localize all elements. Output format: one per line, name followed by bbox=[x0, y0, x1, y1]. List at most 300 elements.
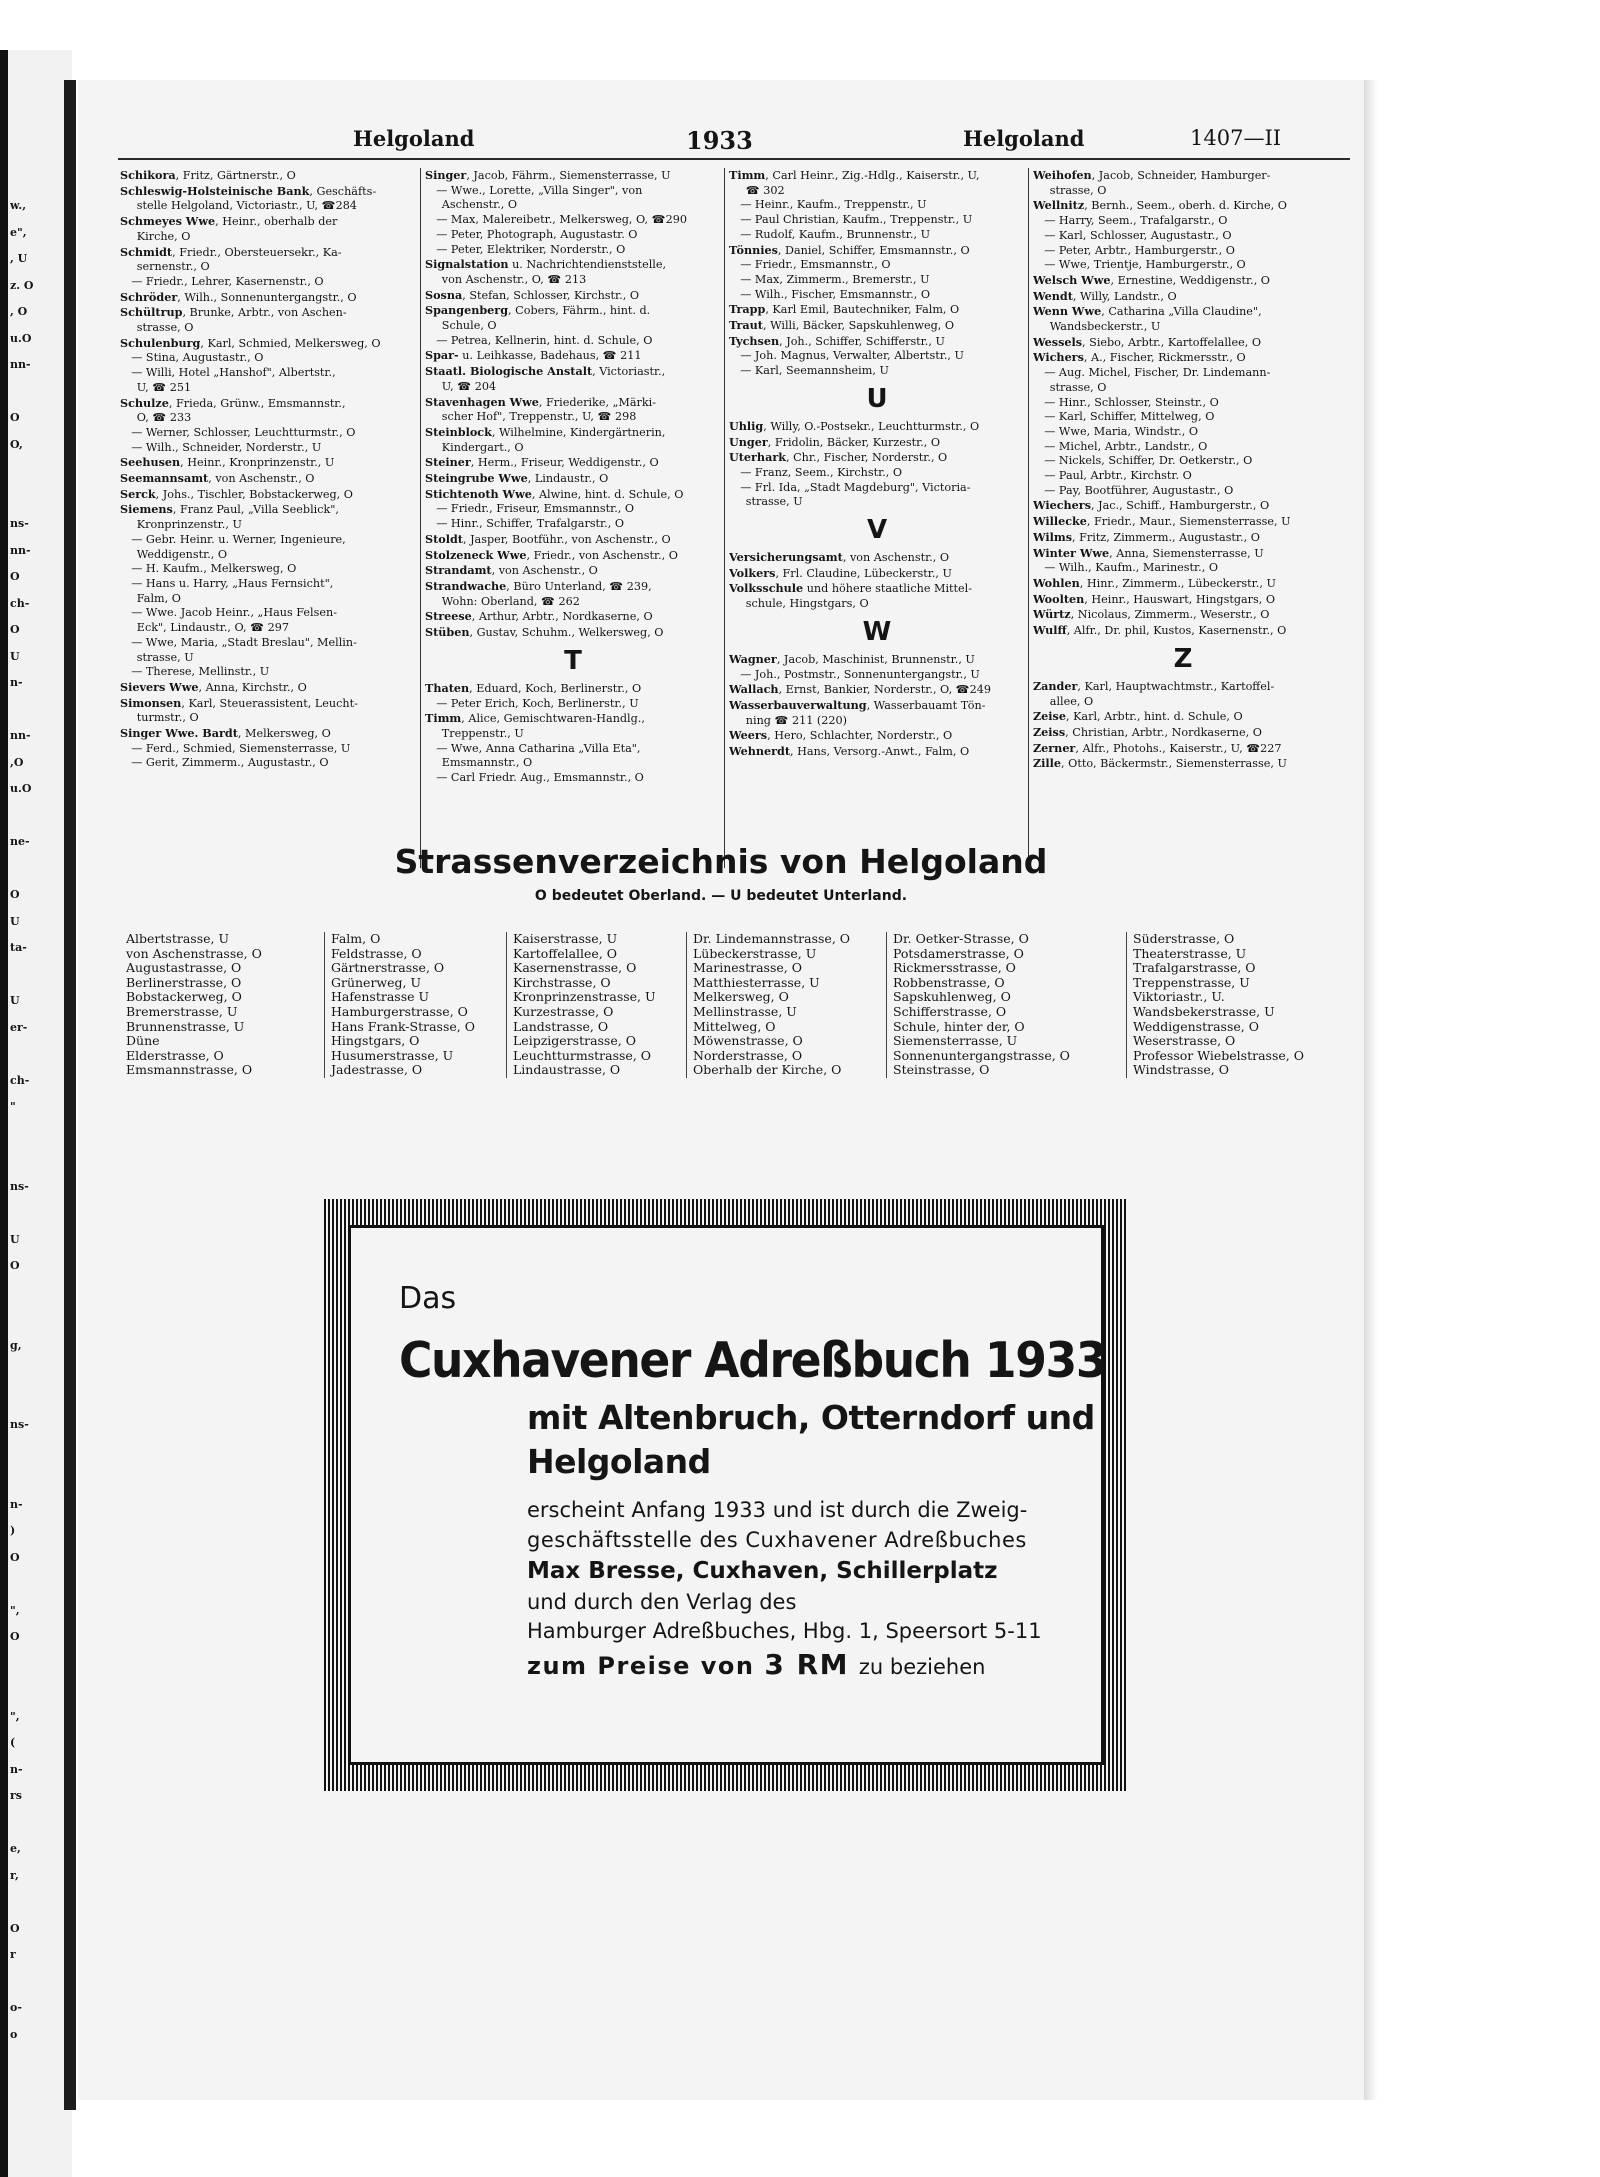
directory-entry: Schulze, Frieda, Grünw., Emsmannstr., bbox=[120, 395, 346, 410]
margin-fragment: g, bbox=[10, 1339, 22, 1352]
directory-entry: — H. Kaufm., Melkersweg, O bbox=[120, 562, 297, 576]
margin-fragment bbox=[10, 1154, 60, 1181]
street-name: Augustastrasse, O bbox=[126, 960, 242, 976]
directory-entry: — Wilh., Fischer, Emsmannstr., O bbox=[729, 287, 931, 301]
margin-fragment: ns- bbox=[10, 518, 29, 530]
directory-entry: — Karl, Seemannsheim, U bbox=[729, 364, 889, 378]
directory-entry: Treppenstr., U bbox=[425, 726, 524, 740]
margin-fragment: e", bbox=[10, 226, 27, 239]
directory-entry: Zeise, Karl, Arbtr., hint. d. Schule, O bbox=[1033, 709, 1243, 724]
directory-entry: Schleswig-Holsteinische Bank, Geschäfts- bbox=[120, 183, 377, 198]
directory-entry: ☎ 302 bbox=[729, 183, 785, 197]
directory-entry: — Michel, Arbtr., Landstr., O bbox=[1033, 439, 1208, 453]
street-name: Kasernenstrasse, O bbox=[513, 960, 637, 976]
directory-entry: Zille, Otto, Bäckermstr., Siemensterrasse, U bbox=[1033, 756, 1287, 771]
street-name: Emsmannstrasse, O bbox=[126, 1062, 253, 1078]
directory-entry: — Wwe, Trientje, Hamburgerstr., O bbox=[1033, 258, 1246, 272]
directory-entry: Weers, Hero, Schlachter, Norderstr., O bbox=[729, 728, 953, 743]
directory-entry: Stolzeneck Wwe, Friedr., von Aschenstr., O bbox=[425, 547, 678, 562]
margin-fragment: nn- bbox=[10, 544, 31, 557]
directory-entry: Wohn: Oberland, ☎ 262 bbox=[425, 594, 580, 608]
directory-entry: — Petrea, Kellnerin, hint. d. Schule, O bbox=[425, 333, 653, 347]
street-name: Weserstrasse, O bbox=[1133, 1033, 1236, 1049]
directory-entry: Tychsen, Joh., Schiffer, Schifferstr., U bbox=[729, 333, 945, 348]
directory-entry: Woolten, Heinr., Hauswart, Hingstgars, O bbox=[1033, 591, 1276, 606]
street-name: Lübeckerstrasse, U bbox=[693, 945, 817, 961]
margin-fragment: ", bbox=[10, 1710, 20, 1723]
directory-entry: Wendt, Willy, Landstr., O bbox=[1033, 288, 1177, 303]
street-name: Schule, hinter der, O bbox=[893, 1018, 1025, 1034]
directory-entry: Schulenburg, Karl, Schmied, Melkersweg, O bbox=[120, 335, 381, 350]
directory-entry: Wellnitz, Bernh., Seem., oberh. d. Kirche, O bbox=[1033, 198, 1287, 213]
directory-entry: Tönnies, Daniel, Schiffer, Emsmannstr., O bbox=[729, 242, 970, 257]
margin-fragment bbox=[10, 1684, 60, 1711]
directory-entry: — Paul, Arbtr., Kirchstr. O bbox=[1033, 469, 1192, 483]
directory-entry: Staatl. Biologische Anstalt, Victoriastr., bbox=[425, 364, 666, 379]
margin-fragment: U bbox=[10, 650, 20, 663]
directory-entry: Wessels, Siebo, Arbtr., Kartoffelallee, O bbox=[1033, 334, 1262, 349]
address-directory bbox=[120, 168, 1352, 868]
directory-entry: Sievers Wwe, Anna, Kirchstr., O bbox=[120, 679, 307, 694]
street-name: Oberhalb der Kirche, O bbox=[693, 1062, 842, 1078]
street-name: Wandsbekerstrasse, U bbox=[1133, 1003, 1275, 1019]
ad-contact: Max Bresse, Cuxhaven, Schillerplatz bbox=[527, 1558, 998, 1584]
section-letter: V bbox=[866, 515, 888, 546]
margin-fragment: ) bbox=[10, 1525, 16, 1537]
directory-entry: Willecke, Friedr., Maur., Siemensterrasse, U bbox=[1033, 514, 1291, 529]
margin-fragment bbox=[10, 1393, 60, 1420]
section-letter: Z bbox=[1173, 643, 1193, 674]
directory-entry: Seemannsamt, von Aschenstr., O bbox=[120, 471, 315, 486]
street-name: Steinstrasse, O bbox=[893, 1062, 990, 1078]
directory-entry: — Peter, Elektriker, Norderstr., O bbox=[425, 242, 626, 256]
directory-entry: Wehnerdt, Hans, Versorg.-Anwt., Falm, O bbox=[729, 744, 970, 759]
margin-fragment: , O bbox=[10, 306, 28, 318]
street-name: von Aschenstrasse, O bbox=[126, 945, 262, 961]
directory-entry: Wasserbauverwaltung, Wasserbauamt Tön- bbox=[729, 697, 986, 712]
directory-entry: — Wwe, Anna Catharina „Villa Eta", bbox=[425, 741, 641, 755]
margin-fragment bbox=[10, 386, 60, 413]
directory-entry: — Hans u. Harry, „Haus Fernsicht", bbox=[120, 576, 334, 590]
directory-entry: Kronprinzenstr., U bbox=[120, 518, 242, 532]
previous-page-fragments bbox=[10, 200, 60, 2055]
street-name: Elderstrasse, O bbox=[126, 1047, 224, 1063]
street-name: Norderstrasse, O bbox=[693, 1047, 803, 1063]
directory-entry: — Peter, Photograph, Augustastr. O bbox=[425, 227, 638, 241]
directory-entry: — Friedr., Lehrer, Kasernenstr., O bbox=[120, 274, 324, 288]
directory-entry: Versicherungsamt, von Aschenstr., O bbox=[729, 550, 950, 565]
directory-entry: Simonsen, Karl, Steuerassistent, Leucht- bbox=[120, 695, 358, 710]
directory-entry: — Harry, Seem., Trafalgarstr., O bbox=[1033, 214, 1228, 228]
directory-entry: turmstr., O bbox=[120, 711, 199, 725]
margin-fragment bbox=[10, 1287, 60, 1314]
directory-entry: Strandwache, Büro Unterland, ☎ 239, bbox=[425, 578, 652, 593]
margin-fragment bbox=[10, 1578, 60, 1605]
directory-entry: Strandamt, von Aschenstr., O bbox=[425, 563, 598, 578]
street-name: Potsdamerstrasse, O bbox=[893, 945, 1024, 961]
street-name: Hingstgars, O bbox=[331, 1033, 420, 1049]
directory-entry: — Carl Friedr. Aug., Emsmannstr., O bbox=[425, 771, 644, 785]
street-name: Mittelweg, O bbox=[693, 1018, 776, 1034]
margin-fragment: ne- bbox=[10, 836, 30, 848]
margin-fragment bbox=[10, 1896, 60, 1923]
street-name: Hafenstrasse U bbox=[331, 989, 430, 1005]
street-column-5 bbox=[886, 932, 1070, 1078]
margin-fragment: n- bbox=[10, 677, 23, 689]
margin-fragment: ta- bbox=[10, 942, 27, 954]
directory-entry: strasse, U bbox=[120, 650, 194, 664]
header-page-number: 1407—II bbox=[1190, 126, 1282, 150]
directory-entry: — Wwe., Lorette, „Villa Singer", von bbox=[425, 183, 643, 197]
margin-fragment: ns- bbox=[10, 1419, 29, 1431]
margin-fragment: " bbox=[10, 1101, 16, 1113]
directory-entry: — Max, Zimmerm., Bremerstr., U bbox=[729, 272, 930, 286]
directory-entry: — Pay, Bootführer, Augustastr., O bbox=[1033, 483, 1234, 497]
margin-fragment: u.O bbox=[10, 332, 32, 345]
margin-fragment: z. O bbox=[10, 279, 34, 292]
margin-fragment: O, bbox=[10, 438, 23, 451]
directory-entry: Timm, Alice, Gemischtwaren-Handlg., bbox=[425, 711, 645, 726]
directory-entry: Schmeyes Wwe, Heinr., oberhalb der bbox=[120, 214, 338, 229]
street-name: Jadestrasse, O bbox=[331, 1062, 423, 1078]
ad-body-line-1: erscheint Anfang 1933 und ist durch die Zweig- bbox=[527, 1498, 1028, 1522]
street-name: Kaiserstrasse, U bbox=[513, 931, 618, 946]
directory-entry: strasse, U bbox=[729, 495, 803, 509]
directory-entry: scher Hof", Treppenstr., U, ☎ 298 bbox=[425, 410, 637, 424]
directory-entry: — Stina, Augustastr., O bbox=[120, 351, 264, 365]
section-letter: U bbox=[866, 383, 888, 414]
margin-fragment: U bbox=[10, 995, 20, 1007]
street-name: Kirchstrasse, O bbox=[513, 974, 611, 990]
margin-fragment: O bbox=[10, 1631, 20, 1643]
directory-entry: strasse, O bbox=[1033, 380, 1107, 394]
street-name: Möwenstrasse, O bbox=[693, 1033, 803, 1049]
directory-entry: Weddigenstr., O bbox=[120, 547, 228, 561]
directory-column-3 bbox=[724, 168, 1025, 868]
directory-entry: Streese, Arthur, Arbtr., Nordkaserne, O bbox=[425, 609, 653, 624]
header-place-right: Helgoland bbox=[963, 126, 1085, 151]
margin-fragment bbox=[10, 969, 60, 996]
street-name: Hamburgerstrasse, O bbox=[331, 1003, 468, 1019]
directory-entry: sernenstr., O bbox=[120, 260, 210, 274]
margin-fragment: ,O bbox=[10, 756, 24, 769]
ad-body-line-4: Hamburger Adreßbuches, Hbg. 1, Speersort 5-11 bbox=[527, 1619, 1042, 1643]
street-name: Windstrasse, O bbox=[1133, 1062, 1229, 1078]
directory-entry: schule, Hingstgars, O bbox=[729, 597, 869, 611]
margin-fragment: O bbox=[10, 1260, 20, 1272]
street-name: Mellinstrasse, U bbox=[693, 1003, 797, 1019]
section-letter: T bbox=[564, 645, 582, 676]
street-name: Feldstrasse, O bbox=[331, 945, 422, 961]
directory-entry: Steinblock, Wilhelmine, Kindergärtnerin, bbox=[425, 424, 666, 439]
directory-entry: — Friedr., Friseur, Emsmannstr., O bbox=[425, 502, 635, 516]
directory-entry: Singer, Jacob, Fährm., Siemensterrasse, U bbox=[425, 168, 671, 182]
margin-fragment bbox=[10, 1366, 60, 1393]
street-name: Husumerstrasse, U bbox=[331, 1047, 454, 1063]
directory-entry: Aschenstr., O bbox=[425, 198, 518, 212]
directory-entry: Emsmannstr., O bbox=[425, 756, 533, 770]
margin-fragment: n- bbox=[10, 1763, 23, 1776]
directory-entry: Schule, O bbox=[425, 319, 497, 333]
street-name: Bremerstrasse, U bbox=[126, 1003, 238, 1019]
directory-entry: Winter Wwe, Anna, Siemensterrasse, U bbox=[1033, 545, 1264, 560]
street-index-title: Strassenverzeichnis von Helgoland bbox=[394, 842, 1048, 881]
margin-fragment bbox=[10, 1207, 60, 1234]
street-name: Grünerweg, U bbox=[331, 974, 422, 990]
street-name: Düne bbox=[126, 1033, 160, 1049]
margin-fragment: r, bbox=[10, 1869, 19, 1882]
margin-fragment: u.O bbox=[10, 783, 32, 795]
directory-entry: strasse, O bbox=[1033, 183, 1107, 197]
street-name: Dr. Lindemannstrasse, O bbox=[693, 931, 851, 946]
margin-fragment: ch- bbox=[10, 597, 30, 610]
directory-entry: Stoldt, Jasper, Bootführ., von Aschenstr., O bbox=[425, 531, 671, 546]
directory-entry: Würtz, Nicolaus, Zimmerm., Weserstr., O bbox=[1033, 607, 1270, 622]
margin-fragment: nn- bbox=[10, 359, 31, 371]
directory-entry: — Ferd., Schmied, Siemensterrasse, U bbox=[120, 741, 351, 755]
directory-entry: — Karl, Schlosser, Augustastr., O bbox=[1033, 228, 1232, 242]
margin-fragment: O bbox=[10, 889, 20, 901]
directory-entry: Siemens, Franz Paul, „Villa Seeblick", bbox=[120, 502, 339, 517]
street-name: Berlinerstrasse, O bbox=[126, 974, 242, 990]
directory-entry: Unger, Fridolin, Bäcker, Kurzestr., O bbox=[729, 434, 941, 449]
street-name: Viktoriastr., U. bbox=[1133, 989, 1225, 1005]
directory-entry: — Therese, Mellinstr., U bbox=[120, 665, 270, 679]
ad-body-line-2: geschäftsstelle des Cuxhavener Adreßbuches bbox=[527, 1528, 1027, 1552]
ad-price-suffix: zu beziehen bbox=[858, 1655, 986, 1679]
directory-entry: — Peter Erich, Koch, Berlinerstr., U bbox=[425, 696, 639, 710]
margin-fragment: n- bbox=[10, 1498, 23, 1511]
margin-fragment: O bbox=[10, 624, 20, 636]
directory-entry: — Joh., Postmstr., Sonnenuntergangstr., U bbox=[729, 667, 980, 681]
directory-entry: Trapp, Karl Emil, Bautechniker, Falm, O bbox=[729, 302, 960, 317]
directory-page bbox=[78, 80, 1364, 2100]
directory-entry: Uterhark, Chr., Fischer, Norderstr., O bbox=[729, 450, 948, 465]
margin-fragment: nn- bbox=[10, 730, 31, 742]
street-name: Rickmersstrasse, O bbox=[893, 960, 1016, 976]
street-name: Schifferstrasse, O bbox=[893, 1003, 1007, 1019]
street-name: Hans Frank-Strasse, O bbox=[331, 1018, 475, 1034]
directory-entry: Wandsbeckerstr., U bbox=[1033, 320, 1161, 334]
directory-entry: — Wilh., Schneider, Norderstr., U bbox=[120, 440, 322, 454]
directory-entry: Volksschule und höhere staatliche Mittel- bbox=[729, 581, 973, 596]
street-name: Treppenstrasse, U bbox=[1133, 974, 1250, 990]
margin-fragment bbox=[10, 1817, 60, 1844]
previous-page-edge bbox=[0, 50, 72, 2177]
margin-fragment bbox=[10, 1658, 60, 1685]
directory-entry: Spar- u. Leihkasse, Badehaus, ☎ 211 bbox=[425, 348, 642, 363]
street-name: Lindaustrasse, O bbox=[513, 1062, 621, 1078]
page-gutter-shadow bbox=[64, 80, 76, 2110]
directory-entry: — Wwe, Maria, „Stadt Breslau", Mellin- bbox=[120, 635, 357, 649]
margin-fragment: ns- bbox=[10, 1180, 29, 1193]
street-name: Professor Wiebelstrasse, O bbox=[1133, 1047, 1304, 1063]
margin-fragment bbox=[10, 1472, 60, 1499]
advertisement-frame bbox=[324, 1199, 1128, 1791]
directory-entry: Wichers, A., Fischer, Rickmersstr., O bbox=[1033, 350, 1246, 365]
margin-fragment bbox=[10, 1976, 60, 2003]
page-header bbox=[78, 126, 1364, 156]
margin-fragment: O bbox=[10, 1922, 20, 1935]
street-name: Bobstackerweg, O bbox=[126, 989, 242, 1005]
directory-entry: — Aug. Michel, Fischer, Dr. Lindemann- bbox=[1033, 366, 1271, 380]
directory-entry: Zander, Karl, Hauptwachtmstr., Kartoffel- bbox=[1033, 678, 1275, 693]
directory-entry: — Gerit, Zimmerm., Augustastr., O bbox=[120, 756, 329, 770]
directory-entry: Falm, O bbox=[120, 591, 181, 605]
directory-entry: Welsch Wwe, Ernestine, Weddigenstr., O bbox=[1033, 272, 1270, 287]
directory-entry: Timm, Carl Heinr., Zig.-Hdlg., Kaiserstr., U, bbox=[729, 168, 980, 182]
margin-fragment: w., bbox=[10, 200, 27, 212]
header-place-left: Helgoland bbox=[353, 126, 475, 151]
margin-fragment: ( bbox=[10, 1737, 16, 1749]
street-name: Sapskuhlenweg, O bbox=[893, 989, 1011, 1005]
directory-entry: — Rudolf, Kaufm., Brunnenstr., U bbox=[729, 227, 931, 241]
directory-entry: — Werner, Schlosser, Leuchtturmstr., O bbox=[120, 425, 356, 439]
directory-entry: Schültrup, Brunke, Arbtr., von Aschen- bbox=[120, 305, 347, 320]
directory-entry: Stichtenoth Wwe, Alwine, hint. d. Schule, O bbox=[425, 486, 684, 501]
margin-fragment bbox=[10, 704, 60, 731]
street-name: Weddigenstrasse, O bbox=[1133, 1018, 1259, 1034]
directory-entry: Steingrube Wwe, Lindaustr., O bbox=[425, 471, 609, 486]
directory-entry: U, ☎ 204 bbox=[425, 379, 497, 393]
street-name: Robbenstrasse, O bbox=[893, 974, 1005, 990]
ad-subtitle-2: Helgoland bbox=[527, 1442, 711, 1481]
directory-entry: Wallach, Ernst, Bankier, Norderstr., O, ☎249 bbox=[729, 682, 991, 697]
directory-entry: — Friedr., Emsmannstr., O bbox=[729, 258, 891, 272]
directory-entry: Wagner, Jacob, Maschinist, Brunnenstr., U bbox=[729, 651, 975, 666]
street-column-6 bbox=[1126, 932, 1304, 1078]
ad-price-value: 3 RM bbox=[764, 1648, 849, 1681]
margin-fragment: o- bbox=[10, 2002, 22, 2014]
street-name: Leipzigerstrasse, O bbox=[513, 1033, 636, 1049]
street-name: Gärtnerstrasse, O bbox=[331, 960, 445, 976]
directory-entry: — Wwe. Jacob Heinr., „Haus Felsen- bbox=[120, 606, 337, 620]
directory-column-4 bbox=[1028, 168, 1333, 868]
directory-entry: Traut, Willi, Bäcker, Sapskuhlenweg, O bbox=[729, 318, 955, 333]
margin-fragment bbox=[10, 1128, 60, 1155]
header-rule bbox=[118, 158, 1350, 160]
ad-price-line bbox=[527, 1648, 985, 1681]
directory-entry: — Wilh., Kaufm., Marinestr., O bbox=[1033, 561, 1218, 575]
street-name: Matthiesterrasse, U bbox=[693, 974, 820, 990]
margin-fragment: e, bbox=[10, 1843, 21, 1855]
directory-entry: von Aschenstr., O, ☎ 213 bbox=[425, 272, 587, 286]
directory-entry: Signalstation u. Nachrichtendienststelle, bbox=[425, 257, 667, 272]
directory-entry: — Nickels, Schiffer, Dr. Oetkerstr., O bbox=[1033, 454, 1253, 468]
street-column-4 bbox=[686, 932, 850, 1078]
ad-intro: Das bbox=[399, 1281, 457, 1316]
margin-fragment: , U bbox=[10, 253, 28, 265]
margin-fragment: ch- bbox=[10, 1074, 30, 1087]
street-column-2 bbox=[324, 932, 475, 1078]
street-name: Falm, O bbox=[331, 931, 381, 946]
directory-entry: — Peter, Arbtr., Hamburgerstr., O bbox=[1033, 243, 1235, 257]
directory-entry: Wilms, Fritz, Zimmerm., Augustastr., O bbox=[1033, 529, 1260, 544]
margin-fragment: ", bbox=[10, 1604, 20, 1617]
directory-entry: stelle Helgoland, Victoriastr., U, ☎284 bbox=[120, 199, 357, 213]
scan-dark-edge bbox=[0, 50, 8, 2177]
directory-entry: Seehusen, Heinr., Kronprinzenstr., U bbox=[120, 455, 335, 470]
margin-fragment bbox=[10, 465, 60, 492]
street-name: Kronprinzenstrasse, U bbox=[513, 989, 656, 1005]
street-name: Leuchtturmstrasse, O bbox=[513, 1047, 652, 1063]
margin-fragment bbox=[10, 810, 60, 837]
margin-fragment bbox=[10, 1048, 60, 1075]
directory-entry: Wenn Wwe, Catharina „Villa Claudine", bbox=[1033, 304, 1262, 319]
header-year: 1933 bbox=[686, 126, 753, 155]
directory-entry: — Franz, Seem., Kirchstr., O bbox=[729, 465, 903, 479]
street-column-3 bbox=[506, 932, 656, 1078]
directory-entry: — Karl, Schiffer, Mittelweg, O bbox=[1033, 410, 1215, 424]
margin-fragment: r bbox=[10, 1949, 16, 1961]
margin-fragment: er- bbox=[10, 1021, 28, 1034]
street-name: Marinestrasse, O bbox=[693, 960, 802, 976]
street-name: Sonnenuntergangstrasse, O bbox=[893, 1047, 1070, 1063]
street-name: Theaterstrasse, U bbox=[1133, 945, 1247, 961]
directory-entry: — Frl. Ida, „Stadt Magdeburg", Victoria- bbox=[729, 480, 971, 494]
directory-entry: Sosna, Stefan, Schlosser, Kirchstr., O bbox=[425, 287, 639, 302]
margin-fragment bbox=[10, 863, 60, 890]
margin-fragment bbox=[10, 1446, 60, 1473]
margin-fragment: O bbox=[10, 412, 20, 424]
margin-fragment: O bbox=[10, 571, 20, 583]
street-name: Süderstrasse, O bbox=[1133, 931, 1235, 946]
directory-entry: — Hinr., Schiffer, Trafalgarstr., O bbox=[425, 517, 625, 531]
ad-price-prefix: zum Preise von bbox=[527, 1652, 755, 1680]
street-name: Dr. Oetker-Strasse, O bbox=[893, 931, 1029, 946]
directory-column-2 bbox=[420, 168, 721, 868]
directory-entry: Wulff, Alfr., Dr. phil, Kustos, Kasernenstr., O bbox=[1033, 623, 1287, 638]
directory-entry: — Wwe, Maria, Windstr., O bbox=[1033, 424, 1199, 438]
directory-entry: Schmidt, Friedr., Obersteuersekr., Ka- bbox=[120, 244, 342, 259]
directory-entry: — Heinr., Kaufm., Treppenstr., U bbox=[729, 198, 927, 212]
street-name: Siemensterrasse, U bbox=[893, 1033, 1018, 1049]
margin-fragment bbox=[10, 1313, 60, 1340]
directory-entry: Serck, Johs., Tischler, Bobstackerweg, O bbox=[120, 486, 353, 501]
directory-entry: allee, O bbox=[1033, 694, 1094, 708]
directory-entry: Steiner, Herm., Friseur, Weddigenstr., O bbox=[425, 455, 659, 470]
directory-entry: Wiechers, Jac., Schiff., Hamburgerstr., O bbox=[1033, 498, 1270, 513]
ad-subtitle-1: mit Altenbruch, Otterndorf und bbox=[527, 1398, 1095, 1437]
directory-entry: Thaten, Eduard, Koch, Berlinerstr., O bbox=[425, 680, 642, 695]
directory-entry: Zerner, Alfr., Photohs., Kaiserstr., U, ☎227 bbox=[1033, 740, 1282, 755]
page-edge-shadow bbox=[1364, 80, 1378, 2100]
street-name: Landstrasse, O bbox=[513, 1018, 609, 1034]
street-name: Trafalgarstrasse, O bbox=[1133, 960, 1256, 976]
directory-entry: Stüben, Gustav, Schuhm., Welkersweg, O bbox=[425, 625, 664, 640]
directory-entry: Stavenhagen Wwe, Friederike, „Märki- bbox=[425, 394, 656, 409]
street-name: Albertstrasse, U bbox=[126, 931, 229, 946]
directory-entry: O, ☎ 233 bbox=[120, 411, 192, 425]
street-name: Kartoffelallee, O bbox=[513, 945, 618, 961]
directory-entry: Eck", Lindaustr., O, ☎ 297 bbox=[120, 621, 289, 635]
directory-entry: Volkers, Frl. Claudine, Lübeckerstr., U bbox=[729, 565, 952, 580]
directory-entry: Kindergart., O bbox=[425, 440, 524, 454]
street-name: Melkersweg, O bbox=[693, 989, 789, 1005]
section-letter: W bbox=[862, 616, 892, 647]
directory-entry: Uhlig, Willy, O.-Postsekr., Leuchtturmstr., O bbox=[729, 418, 980, 433]
margin-fragment: o bbox=[10, 2028, 18, 2041]
directory-entry: — Gebr. Heinr. u. Werner, Ingenieure, bbox=[120, 532, 346, 546]
street-index-legend: O bedeutet Oberland. — U bedeutet Unterland. bbox=[534, 888, 908, 904]
directory-entry: Weihofen, Jacob, Schneider, Hamburger- bbox=[1033, 168, 1271, 182]
street-column-1 bbox=[126, 932, 262, 1078]
street-name: Kurzestrasse, O bbox=[513, 1003, 614, 1019]
directory-entry: Spangenberg, Cobers, Fährm., hint. d. bbox=[425, 303, 651, 318]
directory-entry: Kirche, O bbox=[120, 229, 191, 243]
directory-entry: U, ☎ 251 bbox=[120, 380, 192, 394]
directory-entry: Schröder, Wilh., Sonnenuntergangstr., O bbox=[120, 289, 357, 304]
